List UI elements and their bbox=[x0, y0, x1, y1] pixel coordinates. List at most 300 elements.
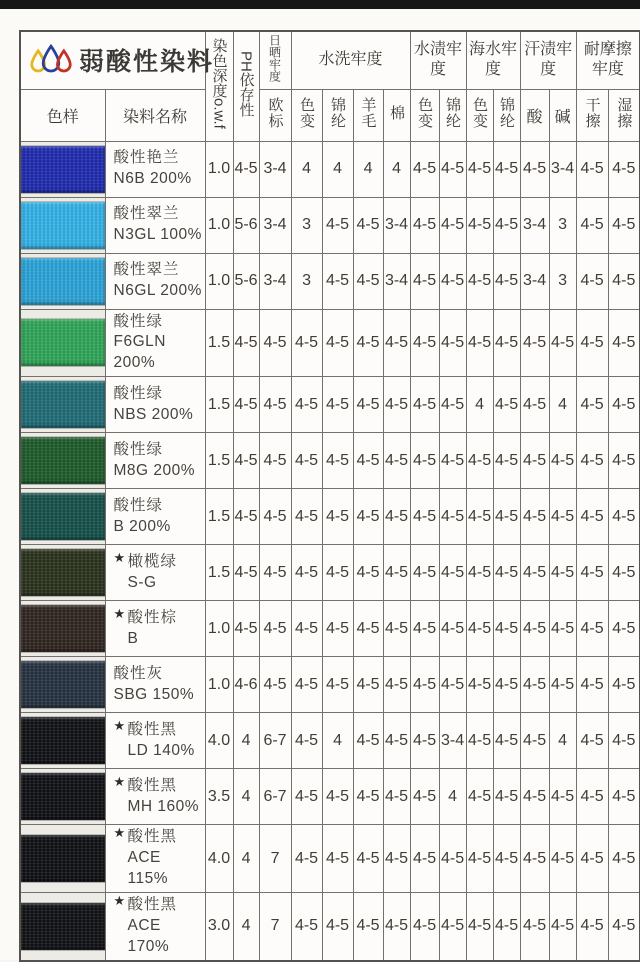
rating-cell: 4-5 bbox=[608, 713, 640, 769]
color-swatch-cell bbox=[20, 141, 105, 197]
rating-cell: 3 bbox=[549, 197, 576, 253]
rating-cell: 4-5 bbox=[549, 657, 576, 713]
rating-cell: 4-5 bbox=[466, 657, 493, 713]
dye-code: S-G bbox=[127, 573, 157, 591]
rating-cell: 4-5 bbox=[466, 601, 493, 657]
rating-cell: 3.5 bbox=[205, 769, 233, 825]
rating-cell: 4-5 bbox=[576, 141, 608, 197]
dye-name-cn: 酸性艳兰 bbox=[113, 149, 180, 167]
dye-row bbox=[20, 489, 640, 545]
rating-cell: 4-5 bbox=[520, 141, 549, 197]
dye-name-cell bbox=[105, 433, 205, 489]
rating-cell: 4.0 bbox=[205, 825, 233, 893]
rating-cell: 4-5 bbox=[291, 713, 322, 769]
rating-cell: 4-5 bbox=[608, 377, 640, 433]
rating-cell: 4-5 bbox=[383, 657, 410, 713]
rating-cell: 4-5 bbox=[259, 433, 291, 489]
table-body bbox=[20, 141, 640, 961]
rating-cell: 4-5 bbox=[291, 377, 322, 433]
rating-cell: 4-5 bbox=[520, 309, 549, 377]
rating-cell: 4-5 bbox=[353, 309, 383, 377]
fabric-swatch bbox=[21, 717, 105, 764]
rating-cell: 4-5 bbox=[608, 657, 640, 713]
header-sea-colorchange: 色变 bbox=[466, 89, 493, 141]
dye-name-cn: 酸性灰 bbox=[113, 664, 164, 682]
rating-cell: 4-5 bbox=[410, 545, 439, 601]
rating-cell: 4-5 bbox=[439, 197, 466, 253]
header-rub-wet: 湿擦 bbox=[608, 89, 640, 141]
dye-row bbox=[20, 433, 640, 489]
rating-cell: 1.0 bbox=[205, 601, 233, 657]
rating-cell: 4-5 bbox=[608, 489, 640, 545]
rating-cell: 4-5 bbox=[259, 601, 291, 657]
rating-cell: 4-5 bbox=[383, 769, 410, 825]
rating-cell: 4-5 bbox=[576, 309, 608, 377]
dye-row bbox=[20, 197, 640, 253]
dye-name-cn: 酸性绿 bbox=[113, 312, 164, 330]
rating-cell: 4-5 bbox=[259, 377, 291, 433]
dye-name-cell bbox=[105, 197, 205, 253]
color-swatch-cell bbox=[20, 433, 105, 489]
rating-cell: 4 bbox=[233, 893, 259, 961]
rating-cell: 4-5 bbox=[466, 141, 493, 197]
rating-cell: 4-5 bbox=[493, 769, 520, 825]
rating-cell: 4 bbox=[353, 141, 383, 197]
dye-name-cn: 酸性翠兰 bbox=[113, 205, 180, 223]
rating-cell: 4-5 bbox=[410, 433, 439, 489]
fabric-swatch bbox=[21, 202, 105, 249]
rating-cell: 4-5 bbox=[608, 769, 640, 825]
rating-cell: 4-5 bbox=[233, 545, 259, 601]
rating-cell: 4-5 bbox=[439, 545, 466, 601]
header-water-fastness: 水渍牢度 bbox=[410, 31, 466, 89]
rating-cell: 4-5 bbox=[353, 377, 383, 433]
header-ph: PH依存性 bbox=[233, 31, 259, 141]
rating-cell: 4-5 bbox=[466, 545, 493, 601]
rating-cell: 4-5 bbox=[233, 309, 259, 377]
rating-cell: 4-5 bbox=[439, 601, 466, 657]
rating-cell: 5-6 bbox=[233, 197, 259, 253]
rating-cell: 3-4 bbox=[520, 197, 549, 253]
fabric-swatch bbox=[21, 661, 105, 708]
rating-cell: 4-5 bbox=[410, 197, 439, 253]
dye-row bbox=[20, 377, 640, 433]
fabric-swatch bbox=[21, 258, 105, 305]
rating-cell: 1.5 bbox=[205, 489, 233, 545]
rating-cell: 4-5 bbox=[410, 893, 439, 961]
rating-cell: 4-5 bbox=[493, 489, 520, 545]
rating-cell: 6-7 bbox=[259, 769, 291, 825]
rating-cell: 3-4 bbox=[259, 253, 291, 309]
brand-title: 弱酸性染料 bbox=[79, 48, 215, 77]
dye-name-cn: 酸性黑 bbox=[127, 720, 178, 738]
header-group-row bbox=[20, 31, 640, 89]
fabric-swatch bbox=[21, 605, 105, 652]
fabric-swatch bbox=[21, 146, 105, 193]
header-rub-fastness: 耐摩擦牢度 bbox=[576, 31, 640, 89]
rating-cell: 4-5 bbox=[322, 253, 353, 309]
rating-cell: 4-5 bbox=[353, 769, 383, 825]
rating-cell: 4-5 bbox=[259, 545, 291, 601]
rating-cell: 4-5 bbox=[466, 309, 493, 377]
header-depth: 染色深度o.w.f bbox=[205, 31, 233, 141]
rating-cell: 1.0 bbox=[205, 657, 233, 713]
rating-cell: 4-5 bbox=[608, 141, 640, 197]
rating-cell: 4-5 bbox=[291, 309, 322, 377]
rating-cell: 4-5 bbox=[439, 893, 466, 961]
rating-cell: 7 bbox=[259, 893, 291, 961]
color-swatch-cell bbox=[20, 253, 105, 309]
rating-cell: 4-5 bbox=[383, 433, 410, 489]
rating-cell: 5-6 bbox=[233, 253, 259, 309]
rating-cell: 1.5 bbox=[205, 433, 233, 489]
rating-cell: 4 bbox=[322, 141, 353, 197]
rating-cell: 4-5 bbox=[291, 657, 322, 713]
rating-cell: 4-5 bbox=[383, 713, 410, 769]
dye-code: N6GL 200% bbox=[113, 282, 202, 299]
header-dye-name: 染料名称 bbox=[105, 89, 205, 141]
rating-cell: 4-5 bbox=[466, 489, 493, 545]
rating-cell: 4.0 bbox=[205, 713, 233, 769]
fabric-swatch bbox=[21, 549, 105, 596]
dye-name-cn: 酸性黑 bbox=[127, 896, 178, 914]
rating-cell: 4-5 bbox=[322, 769, 353, 825]
rating-cell: 4-5 bbox=[493, 377, 520, 433]
dye-code: B bbox=[127, 629, 139, 647]
rating-cell: 4-5 bbox=[259, 309, 291, 377]
rating-cell: 4-5 bbox=[549, 893, 576, 961]
rating-cell: 4-5 bbox=[466, 253, 493, 309]
dye-name-cn: 酸性绿 bbox=[113, 440, 164, 458]
rating-cell: 4-5 bbox=[410, 253, 439, 309]
dye-row bbox=[20, 253, 640, 309]
rating-cell: 4-5 bbox=[549, 433, 576, 489]
rating-cell: 4-5 bbox=[608, 601, 640, 657]
rating-cell: 4-5 bbox=[520, 601, 549, 657]
dye-row bbox=[20, 601, 640, 657]
rating-cell: 4 bbox=[233, 713, 259, 769]
dye-name-cn: 酸性棕 bbox=[127, 608, 178, 626]
rating-cell: 1.0 bbox=[205, 197, 233, 253]
rating-cell: 1.5 bbox=[205, 309, 233, 377]
dye-name-cell bbox=[105, 601, 205, 657]
dye-name-cell bbox=[105, 545, 205, 601]
rating-cell: 4-5 bbox=[322, 309, 353, 377]
color-swatch-cell bbox=[20, 377, 105, 433]
photo-top-edge bbox=[0, 0, 640, 9]
color-swatch-cell bbox=[20, 545, 105, 601]
fabric-swatch bbox=[21, 773, 105, 820]
rating-cell: 4-5 bbox=[383, 309, 410, 377]
rating-cell: 4 bbox=[383, 141, 410, 197]
dye-row bbox=[20, 769, 640, 825]
rating-cell: 4-5 bbox=[291, 769, 322, 825]
dye-row bbox=[20, 141, 640, 197]
dye-row bbox=[20, 893, 640, 961]
brand-cell bbox=[20, 31, 215, 89]
rating-cell: 3-4 bbox=[383, 253, 410, 309]
rating-cell: 1.0 bbox=[205, 141, 233, 197]
header-eu-standard: 欧标 bbox=[259, 89, 291, 141]
dye-name-cell bbox=[105, 377, 205, 433]
rating-cell: 4-5 bbox=[410, 825, 439, 893]
dye-row bbox=[20, 713, 640, 769]
dye-code: N6B 200% bbox=[113, 170, 192, 187]
header-sweat-acid: 酸 bbox=[520, 89, 549, 141]
header-wash-nylon: 锦纶 bbox=[322, 89, 353, 141]
rating-cell: 4-5 bbox=[466, 433, 493, 489]
rating-cell: 3.0 bbox=[205, 893, 233, 961]
rating-cell: 3 bbox=[291, 197, 322, 253]
rating-cell: 4-5 bbox=[466, 825, 493, 893]
rating-cell: 4-5 bbox=[410, 601, 439, 657]
rating-cell: 4-5 bbox=[493, 141, 520, 197]
rating-cell: 4-5 bbox=[608, 825, 640, 893]
fabric-swatch bbox=[21, 493, 105, 540]
rating-cell: 4-5 bbox=[520, 545, 549, 601]
dye-row bbox=[20, 657, 640, 713]
rating-cell: 4-5 bbox=[576, 253, 608, 309]
rating-cell: 4-5 bbox=[233, 141, 259, 197]
rating-cell: 4-5 bbox=[410, 377, 439, 433]
rating-cell: 4-5 bbox=[322, 433, 353, 489]
color-swatch-cell bbox=[20, 601, 105, 657]
rating-cell: 4-5 bbox=[259, 489, 291, 545]
star-icon: ★ bbox=[113, 825, 126, 841]
header-sweat-alkali: 碱 bbox=[549, 89, 576, 141]
rating-cell: 3-4 bbox=[439, 713, 466, 769]
star-icon: ★ bbox=[113, 717, 126, 733]
rating-cell: 1.5 bbox=[205, 377, 233, 433]
rating-cell: 4-5 bbox=[439, 825, 466, 893]
rating-cell: 4-5 bbox=[520, 489, 549, 545]
rating-cell: 4-5 bbox=[520, 433, 549, 489]
rating-cell: 4-5 bbox=[520, 713, 549, 769]
rating-cell: 4-5 bbox=[520, 377, 549, 433]
rating-cell: 4-5 bbox=[322, 197, 353, 253]
dye-code: ACE 170% bbox=[127, 916, 170, 955]
fabric-swatch bbox=[21, 381, 105, 428]
dye-name-cn: 酸性绿 bbox=[113, 496, 164, 514]
rating-cell: 4-5 bbox=[383, 489, 410, 545]
rating-cell: 4-5 bbox=[439, 377, 466, 433]
rating-cell: 4-5 bbox=[493, 825, 520, 893]
rating-cell: 4-5 bbox=[493, 893, 520, 961]
rating-cell: 4-5 bbox=[493, 601, 520, 657]
rating-cell: 4-5 bbox=[233, 601, 259, 657]
dye-code: M8G 200% bbox=[113, 461, 196, 479]
rating-cell: 4 bbox=[233, 825, 259, 893]
rating-cell: 4-5 bbox=[410, 769, 439, 825]
color-swatch-cell bbox=[20, 197, 105, 253]
rating-cell: 4-5 bbox=[549, 489, 576, 545]
fabric-swatch bbox=[21, 319, 105, 366]
rating-cell: 4-5 bbox=[466, 197, 493, 253]
color-swatch-cell bbox=[20, 489, 105, 545]
rating-cell: 4-5 bbox=[439, 433, 466, 489]
star-icon: ★ bbox=[113, 605, 126, 621]
header-sub-row bbox=[20, 89, 640, 141]
rating-cell: 3-4 bbox=[383, 197, 410, 253]
rating-cell: 3-4 bbox=[549, 141, 576, 197]
rating-cell: 7 bbox=[259, 825, 291, 893]
rating-cell: 4-5 bbox=[233, 489, 259, 545]
rating-cell: 4-5 bbox=[549, 309, 576, 377]
header-sample: 色样 bbox=[20, 89, 105, 141]
color-swatch-cell bbox=[20, 309, 105, 377]
rating-cell: 4-5 bbox=[353, 657, 383, 713]
rating-cell: 4-5 bbox=[439, 253, 466, 309]
rating-cell: 4-5 bbox=[439, 489, 466, 545]
rating-cell: 4-5 bbox=[291, 601, 322, 657]
rating-cell: 4-5 bbox=[576, 377, 608, 433]
rating-cell: 4-5 bbox=[608, 309, 640, 377]
header-water-nylon: 锦纶 bbox=[439, 89, 466, 141]
rating-cell: 4-5 bbox=[353, 713, 383, 769]
rating-cell: 4-5 bbox=[520, 825, 549, 893]
rating-cell: 4-5 bbox=[291, 433, 322, 489]
rating-cell: 4 bbox=[549, 377, 576, 433]
rating-cell: 4-5 bbox=[576, 713, 608, 769]
rating-cell: 4-5 bbox=[466, 769, 493, 825]
rating-cell: 4-5 bbox=[383, 893, 410, 961]
rating-cell: 4-5 bbox=[608, 433, 640, 489]
rating-cell: 4 bbox=[291, 141, 322, 197]
rating-cell: 4-5 bbox=[322, 657, 353, 713]
color-swatch-cell bbox=[20, 893, 105, 961]
rating-cell: 4-5 bbox=[608, 197, 640, 253]
rating-cell: 4-5 bbox=[353, 489, 383, 545]
dye-row bbox=[20, 825, 640, 893]
rating-cell: 4-5 bbox=[353, 545, 383, 601]
rating-cell: 4-5 bbox=[608, 545, 640, 601]
rating-cell: 4-5 bbox=[322, 601, 353, 657]
rating-cell: 4-5 bbox=[493, 657, 520, 713]
rating-cell: 4-5 bbox=[410, 657, 439, 713]
rating-cell: 4-5 bbox=[322, 377, 353, 433]
three-drops-icon bbox=[29, 41, 73, 79]
dye-name-cell bbox=[105, 713, 205, 769]
rating-cell: 4-5 bbox=[576, 489, 608, 545]
dye-name-cn: 酸性绿 bbox=[113, 384, 164, 402]
rating-cell: 4-5 bbox=[410, 489, 439, 545]
rating-cell: 4-5 bbox=[353, 433, 383, 489]
rating-cell: 4-5 bbox=[383, 825, 410, 893]
color-swatch-cell bbox=[20, 769, 105, 825]
fabric-swatch bbox=[21, 835, 105, 882]
rating-cell: 4-5 bbox=[383, 377, 410, 433]
dye-code: SBG 150% bbox=[113, 685, 195, 703]
rating-cell: 4-5 bbox=[520, 657, 549, 713]
rating-cell: 4-5 bbox=[576, 545, 608, 601]
rating-cell: 4-5 bbox=[322, 545, 353, 601]
rating-cell: 4-5 bbox=[233, 433, 259, 489]
dye-name-cn: 酸性翠兰 bbox=[113, 261, 180, 279]
color-card-page bbox=[0, 9, 640, 960]
rating-cell: 4 bbox=[322, 713, 353, 769]
rating-cell: 4-5 bbox=[466, 893, 493, 961]
rating-cell: 1.5 bbox=[205, 545, 233, 601]
rating-cell: 4-5 bbox=[259, 657, 291, 713]
rating-cell: 4-5 bbox=[576, 197, 608, 253]
rating-cell: 4-5 bbox=[233, 377, 259, 433]
header-light-fastness: 日晒牢度 bbox=[259, 31, 291, 89]
rating-cell: 4-5 bbox=[576, 769, 608, 825]
fabric-swatch bbox=[21, 437, 105, 484]
rating-cell: 4 bbox=[466, 377, 493, 433]
rating-cell: 4-5 bbox=[439, 309, 466, 377]
rating-cell: 3-4 bbox=[259, 197, 291, 253]
rating-cell: 4-5 bbox=[353, 893, 383, 961]
rating-cell: 4-5 bbox=[549, 601, 576, 657]
dye-row bbox=[20, 545, 640, 601]
rating-cell: 4 bbox=[549, 713, 576, 769]
rating-cell: 4-5 bbox=[520, 893, 549, 961]
rating-cell: 3 bbox=[291, 253, 322, 309]
rating-cell: 4-5 bbox=[410, 141, 439, 197]
dye-name-cell bbox=[105, 141, 205, 197]
rating-cell: 4-5 bbox=[353, 197, 383, 253]
dye-code: ACE 115% bbox=[127, 849, 168, 888]
rating-cell: 1.0 bbox=[205, 253, 233, 309]
rating-cell: 4-5 bbox=[493, 197, 520, 253]
rating-cell: 3 bbox=[549, 253, 576, 309]
color-swatch-cell bbox=[20, 825, 105, 893]
header-wash-wool: 羊毛 bbox=[353, 89, 383, 141]
rating-cell: 4-5 bbox=[549, 769, 576, 825]
rating-cell: 4-5 bbox=[466, 713, 493, 769]
rating-cell: 3-4 bbox=[520, 253, 549, 309]
dye-name-cell bbox=[105, 769, 205, 825]
rating-cell: 4-5 bbox=[576, 601, 608, 657]
dye-name-cn: 酸性黑 bbox=[127, 776, 178, 794]
rating-cell: 4-5 bbox=[549, 545, 576, 601]
rating-cell: 4-5 bbox=[493, 713, 520, 769]
dye-code: B 200% bbox=[113, 517, 171, 535]
dye-name-cell bbox=[105, 253, 205, 309]
dye-name-cell bbox=[105, 825, 205, 893]
dye-name-cn: 酸性黑 bbox=[127, 828, 178, 846]
rating-cell: 4-5 bbox=[410, 309, 439, 377]
rating-cell: 4-5 bbox=[608, 893, 640, 961]
dye-code: NBS 200% bbox=[113, 405, 194, 423]
rating-cell: 4-5 bbox=[576, 657, 608, 713]
rating-cell: 4-5 bbox=[291, 825, 322, 893]
rating-cell: 6-7 bbox=[259, 713, 291, 769]
color-swatch-cell bbox=[20, 657, 105, 713]
dye-code: N3GL 100% bbox=[113, 226, 202, 243]
header-wash-fastness: 水洗牢度 bbox=[291, 31, 410, 89]
rating-cell: 4-5 bbox=[353, 253, 383, 309]
rating-cell: 4-5 bbox=[493, 433, 520, 489]
rating-cell: 3-4 bbox=[259, 141, 291, 197]
dye-name-cell bbox=[105, 309, 205, 377]
rating-cell: 4-5 bbox=[493, 253, 520, 309]
dye-name-cell bbox=[105, 657, 205, 713]
rating-cell: 4 bbox=[439, 769, 466, 825]
dye-name-cell bbox=[105, 893, 205, 961]
dye-fastness-table bbox=[19, 30, 640, 962]
rating-cell: 4 bbox=[233, 769, 259, 825]
rating-cell: 4-5 bbox=[439, 657, 466, 713]
rating-cell: 4-5 bbox=[439, 141, 466, 197]
rating-cell: 4-5 bbox=[608, 253, 640, 309]
rating-cell: 4-5 bbox=[576, 825, 608, 893]
header-sweat-fastness: 汗渍牢度 bbox=[520, 31, 576, 89]
star-icon: ★ bbox=[113, 549, 126, 565]
header-sea-fastness: 海水牢度 bbox=[466, 31, 520, 89]
dye-code: MH 160% bbox=[127, 797, 200, 815]
